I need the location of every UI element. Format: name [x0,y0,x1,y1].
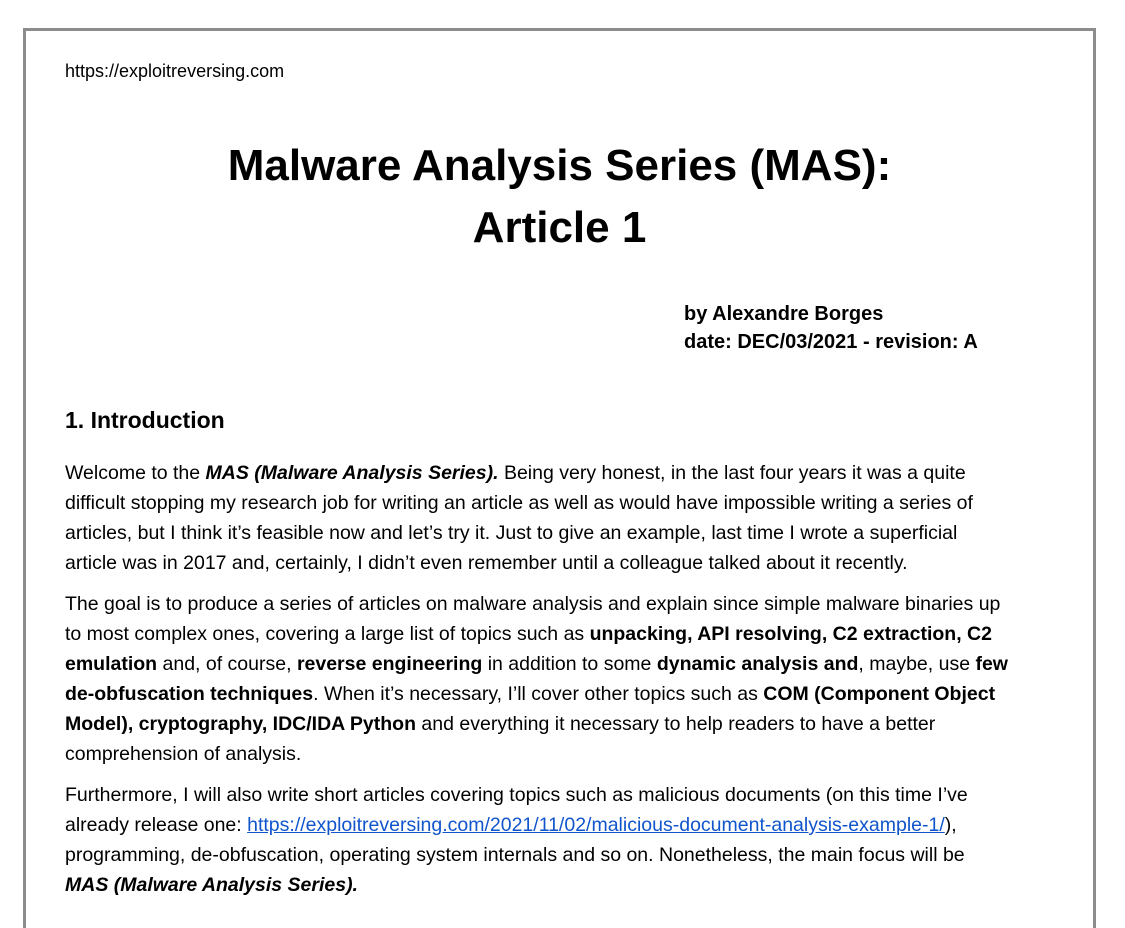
p3-line-1: Furthermore, I will also write short articles covering topics such as malicious documents (on this time I’ve [65,784,968,806]
p1-line-2: difficult stopping my research job for writing an article as well as would have impossible writing a series of [65,492,973,514]
bold-topics: unpacking, API resolving, C2 extraction, C2 [589,623,992,645]
mas-emphasis: MAS (Malware Analysis Series). [65,874,358,896]
p2-line-1: The goal is to produce a series of articles on malware analysis and explain since simple malware binaries up [65,593,1001,615]
paragraph-2 [65,589,1065,769]
section-heading: 1. Introduction [65,407,225,433]
p3-line-4 [65,874,358,896]
p2-line-6: comprehension of analysis. [65,743,302,765]
bold-topics: dynamic analysis and [656,653,859,675]
text-run: and, of course, [157,653,297,675]
bold-topics: emulation [65,653,158,675]
body-text [65,458,1065,911]
text-run: in addition to some [482,653,657,675]
document-title [26,135,1093,259]
date-revision: date: DEC/03/2021 - revision: A [684,331,978,353]
p3-line-2 [65,814,957,836]
paragraph-3 [65,780,1065,900]
p1-line-4: article was in 2017 and, certainly, I didn’t even remember until a colleague talked about it recently. [65,552,908,574]
p2-line-4 [65,683,995,705]
text-run: already release one: [65,814,248,836]
paragraph-1 [65,458,1065,578]
p2-line-3 [65,653,1008,675]
text-run: and everything it necessary to help readers to have a better [416,713,936,735]
author: by Alexandre Borges [684,303,884,325]
header-url: https://exploitreversing.com [65,61,285,81]
bold-topics: COM (Component Object [763,683,996,705]
p3-line-3: programming, de-obfuscation, operating system internals and so on. Nonetheless, the main focus will be [65,844,965,866]
p2-line-2 [65,623,992,645]
text-run: ), [944,814,957,836]
mas-emphasis: MAS (Malware Analysis Series). [205,462,499,484]
document-page [23,28,1096,928]
title-line-2: Article 1 [472,203,647,252]
text-run: . When it’s necessary, I’ll cover other topics such as [313,683,764,705]
bold-topics: reverse engineering [296,653,483,675]
bold-topics: Model), cryptography, IDC/IDA Python [65,713,417,735]
text-run: Welcome to the [65,462,206,484]
p1-line-1 [65,462,966,484]
text-run: to most complex ones, covering a large list of topics such as [65,623,590,645]
article-link[interactable]: https://exploitreversing.com/2021/11/02/malicious-document-analysis-example-1/ [247,814,945,836]
bold-topics: few [975,653,1008,675]
p2-line-5 [65,713,935,735]
title-line-1: Malware Analysis Series (MAS): [227,141,892,190]
byline [684,300,978,356]
text-run: , maybe, use [858,653,976,675]
text-run: Being very honest, in the last four years it was a quite [498,462,966,484]
bold-topics: de-obfuscation techniques [65,683,314,705]
p1-line-3: articles, but I think it’s feasible now and let’s try it. Just to give an example, last time I wrote a superficial [65,522,958,544]
